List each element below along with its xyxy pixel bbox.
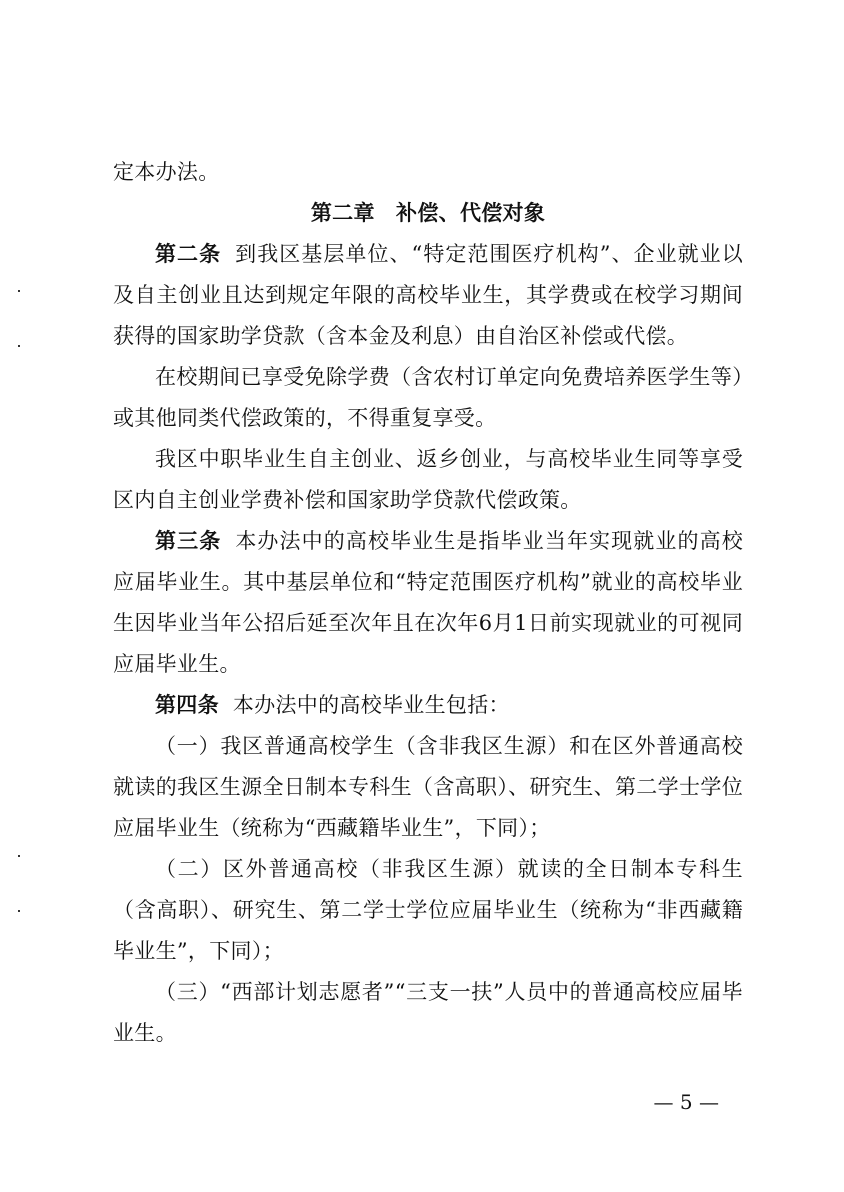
scan-speck xyxy=(18,290,20,292)
article-2-text: 到我区基层单位、“特定范围医疗机构”、企业就业以及自主创业且达到规定年限的高校毕业生，其学费或在校学习期间获得的国家助学贷款（含本金及利息）由自治区补偿或代偿。 xyxy=(113,242,744,348)
list-item-1: （一）我区普通高校学生（含非我区生源）和在区外普通高校就读的我区生源全日制本专科生（含高职）、研究生、第二学士学位应届毕业生（统称为“西藏籍毕业生”，下同）； xyxy=(113,734,743,840)
article-4-label: 第四条 xyxy=(155,693,219,717)
document-body xyxy=(113,152,743,1054)
paragraph-vocational: 我区中职毕业生自主创业、返乡创业，与高校毕业生同等享受区内自主创业学费补偿和国家助学贷款代偿政策。 xyxy=(113,447,743,512)
scan-speck xyxy=(18,345,20,347)
list-item-3: （三）“西部计划志愿者”“三支一扶”人员中的普通高校应届毕业生。 xyxy=(113,980,743,1045)
scan-speck xyxy=(18,910,20,912)
page-number: — 5 — xyxy=(653,1090,719,1114)
article-4 xyxy=(113,685,743,726)
list-item-2: （二）区外普通高校（非我区生源）就读的全日制本专科生（含高职）、研究生、第二学士学位应届毕业生（统称为“非西藏籍毕业生”，下同）； xyxy=(113,857,743,963)
article-3 xyxy=(113,521,743,685)
article-4-text: 本办法中的高校毕业生包括： xyxy=(232,693,510,717)
chapter-title: 第二章 补偿、代偿对象 xyxy=(310,201,546,225)
scan-speck xyxy=(18,855,20,857)
article-2 xyxy=(113,234,743,357)
article-3-text: 本办法中的高校毕业生是指毕业当年实现就业的高校应届毕业生。其中基层单位和“特定范围医疗机构”就业的高校毕业生因毕业当年公招后延至次年且在次年6月1日前实现就业的可视同应届毕业生。 xyxy=(113,529,743,676)
article-3-label: 第三条 xyxy=(155,529,222,553)
lead-line: 定本办法。 xyxy=(113,160,220,184)
article-2-label: 第二条 xyxy=(155,242,222,266)
paragraph-exemption: 在校期间已享受免除学费（含农村订单定向免费培养医学生等）或其他同类代偿政策的，不得重复享受。 xyxy=(113,365,743,430)
